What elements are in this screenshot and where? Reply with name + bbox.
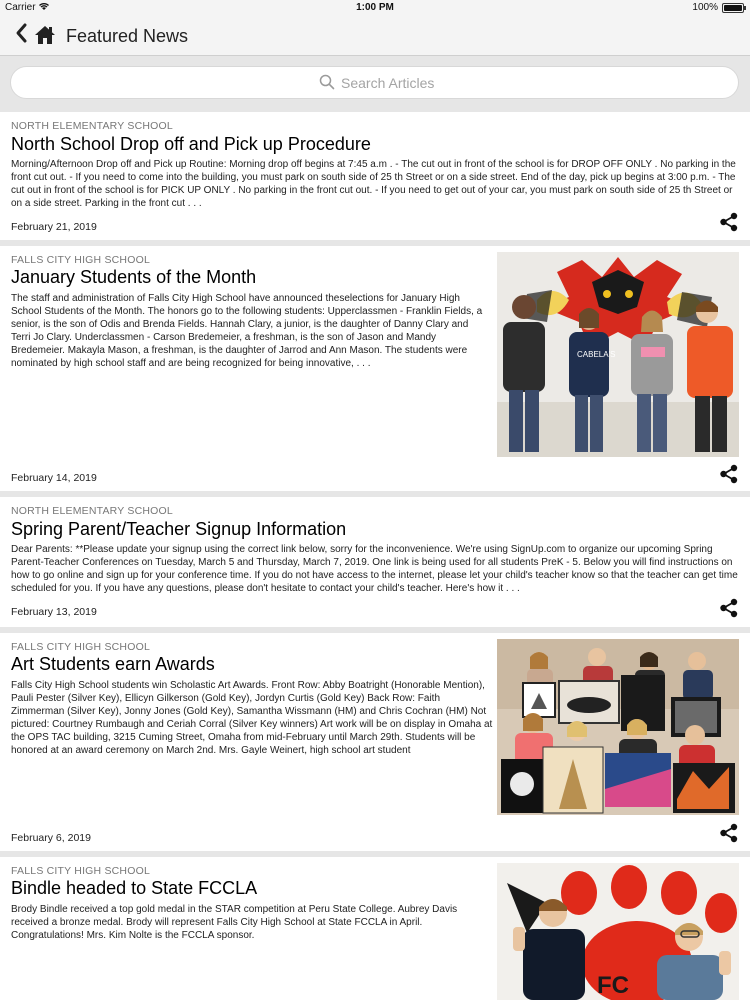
share-icon[interactable] <box>719 823 739 843</box>
share-icon[interactable] <box>719 212 739 232</box>
article-date: February 13, 2019 <box>11 606 97 618</box>
search-bar <box>0 57 750 110</box>
article-school: FALLS CITY HIGH SCHOOL <box>11 254 150 266</box>
article-photo[interactable] <box>497 639 739 815</box>
article-excerpt: Falls City High School students win Scholastic Art Awards. Front Row: Abby Boatright (Honorable Mention), Pauli Pester (Silver Key), Ellicyn Gilkerson (Gold Key), Jordyn Curtis (Gold Key) Back Row: Faith Zimmerman (Silver Key), Jonny Jones (Gold Key), Samantha Wissmann (HM) and Chris Cochran (HM) Not pictured: Courtney Rumbaugh and Ceriah Corral (Silver Key winners) Art work will be on display in Omaha at the OPS TAC building, 3215 Cuming Street, Omaha from mid-February until March 29th. Students will be honored at an award ceremony on March 2nd. Mrs. Gayle Weinert, high school art student <box>11 680 493 756</box>
article-card[interactable] <box>0 633 750 851</box>
article-excerpt: Dear Parents: **Please update your signup using the correct link below, sorry for the inconvenience. We're using SignUp.com to organize our upcoming Spring Parent-Teacher Conferences on Tuesday, March 5 and Thursday, March 7, 2019. One link is being used for all students PreK - 5. Below you will find instructions on how to go online and sign up for your conference time. If you do not have access to the internet, please let your child's teacher know so that the teacher can get time scheduled for you. If you have any questions, please don't hesitate to contact your child's teacher. Here's how it . . . <box>11 544 738 594</box>
article-photo[interactable] <box>497 863 739 1000</box>
chevron-left-icon[interactable] <box>14 22 30 48</box>
article-title[interactable]: Bindle headed to State FCCLA <box>11 878 258 898</box>
search-input[interactable] <box>341 73 721 93</box>
article-school: NORTH ELEMENTARY SCHOOL <box>11 505 173 517</box>
navigation-bar <box>0 16 750 56</box>
article-excerpt: Brody Bindle received a top gold medal in the STAR competition at Peru State College. Aubrey Davis received a bronze medal. Brody will represent Falls City High School at State FCCLA in April. Congratulations! Mrs. Kim Nolte is the FCCLA sponsor. <box>11 904 458 941</box>
article-title[interactable]: Spring Parent/Teacher Signup Information <box>11 519 347 539</box>
article-title[interactable]: January Students of the Month <box>11 267 257 287</box>
article-card[interactable] <box>0 497 750 627</box>
article-card[interactable] <box>0 857 750 1000</box>
article-school: NORTH ELEMENTARY SCHOOL <box>11 120 173 132</box>
svg-text:FC: FC <box>597 972 629 999</box>
battery-percent: 100% <box>692 2 718 13</box>
search-box[interactable] <box>10 66 739 99</box>
home-icon[interactable] <box>34 25 56 45</box>
share-icon[interactable] <box>719 464 739 484</box>
article-photo[interactable] <box>497 252 739 457</box>
status-time: 1:00 PM <box>356 2 394 13</box>
article-excerpt: The staff and administration of Falls City High School have announced theselections for January High School Students of the Month. The honors go to the following students: Upperclassmen - Franklin Fields, a senior, is the son of Odis and Brenda Fields. Hannah Clary, a junior, is the daughter of Danny Clary and Terri Jo Clary. Underclassmen - Carson Bredemeier, a freshman, is the son of Jason and Mandy Bredemeier. Makayla Mason, a freshman, is the daughter of Jarrod and Ann Mason. The students were nominated by high school staff and are being recognized for being innovative, . . . <box>11 293 483 369</box>
article-date: February 14, 2019 <box>11 472 97 484</box>
svg-text:CABELA'S: CABELA'S <box>577 350 616 359</box>
share-icon[interactable] <box>719 598 739 618</box>
search-icon <box>319 74 335 90</box>
article-title[interactable]: North School Drop off and Pick up Procedure <box>11 134 371 154</box>
article-excerpt: Morning/Afternoon Drop off and Pick up Routine: Morning drop off begins at 7:45 a.m . - The cut out in front of the school is for DROP OFF ONLY . No parking in the front cut out. - If you need to come into the building, you must park on south side of 25 th Street or on a side street. End of the day, pick up begins at 3:00 p.m. - The cut out in front of the school is for PICK UP ONLY . No parking in the front cut out. - If you need to get out of your car, you must park on south side of 25 th Street or on a side street. Parking in the front cut . . . <box>11 159 736 209</box>
article-card[interactable] <box>0 246 750 491</box>
article-school: FALLS CITY HIGH SCHOOL <box>11 865 150 877</box>
carrier-label: Carrier <box>5 2 36 13</box>
status-bar <box>0 0 750 16</box>
page-title: Featured News <box>66 26 189 46</box>
article-card[interactable] <box>0 112 750 240</box>
article-title[interactable]: Art Students earn Awards <box>11 654 215 674</box>
battery-icon <box>722 3 744 13</box>
article-school: FALLS CITY HIGH SCHOOL <box>11 641 150 653</box>
article-date: February 6, 2019 <box>11 832 91 844</box>
article-date: February 21, 2019 <box>11 221 97 233</box>
